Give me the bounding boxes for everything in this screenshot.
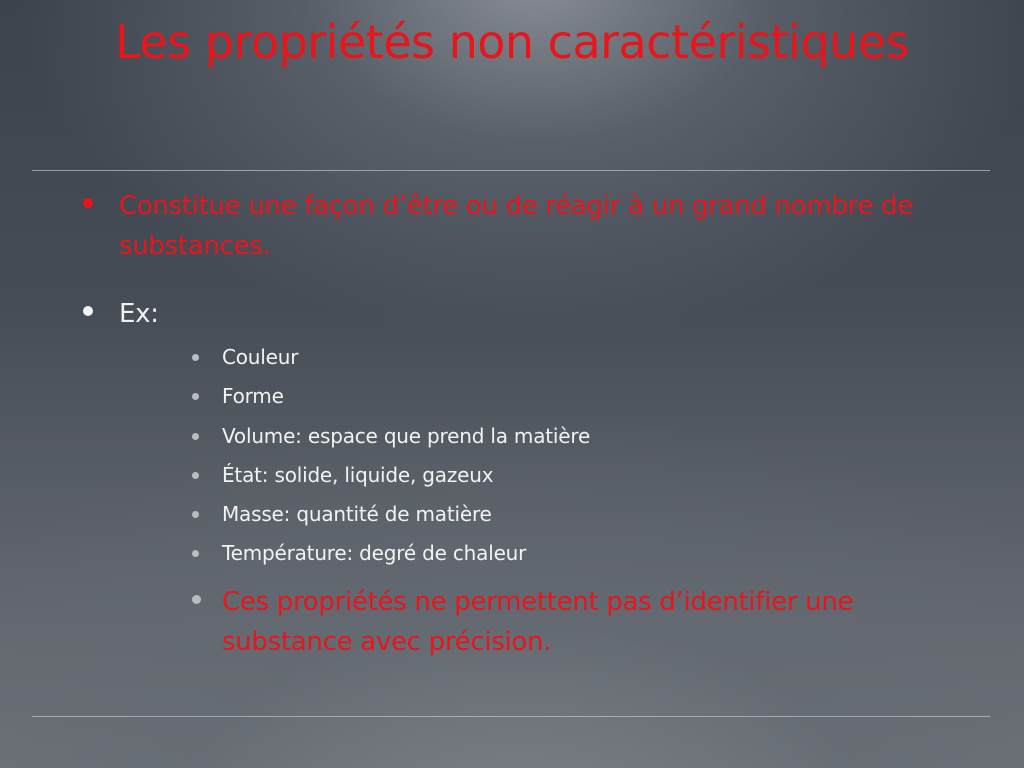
bullet-icon: [83, 198, 93, 208]
bullet-item: [80, 294, 960, 334]
examples-list: [190, 344, 950, 662]
list-item-text: Couleur: [222, 345, 299, 369]
list-item-text: Forme: [222, 384, 284, 409]
bullet-icon: [192, 595, 201, 604]
list-item-text: Masse: quantité de matière: [222, 502, 492, 527]
slide-title: Les propriétés non caractéristiques: [115, 15, 909, 69]
bullet-icon: [192, 354, 199, 361]
list-item-text: Volume: espace que prend la matière: [222, 423, 591, 448]
bullet-text: Constitue une façon d’être ou de réagir à un grand nombre de substances.: [119, 191, 914, 261]
list-item: [190, 344, 950, 383]
list-item: [190, 383, 950, 422]
list-item: [190, 501, 950, 540]
bullet-icon: [83, 306, 93, 316]
slide-content: [80, 186, 960, 657]
list-item: [190, 462, 950, 501]
list-item: [190, 540, 950, 579]
list-item-text: État: solide, liquide, gazeux: [222, 462, 494, 487]
top-divider: [32, 170, 990, 171]
bullet-item: [80, 186, 960, 266]
list-item-text: Température: degré de chaleur: [222, 541, 527, 566]
bottom-divider: [32, 716, 990, 717]
bullet-icon: [192, 472, 199, 479]
note-item: [190, 582, 950, 662]
bullet-icon: [192, 511, 199, 518]
bullet-icon: [192, 550, 199, 557]
note-text: Ces propriétés ne permettent pas d’identifier une substance avec précision.: [222, 586, 854, 657]
list-item: [190, 423, 950, 462]
bullet-icon: [192, 393, 199, 400]
bullet-icon: [192, 433, 199, 440]
bullet-text: Ex:: [119, 299, 159, 329]
